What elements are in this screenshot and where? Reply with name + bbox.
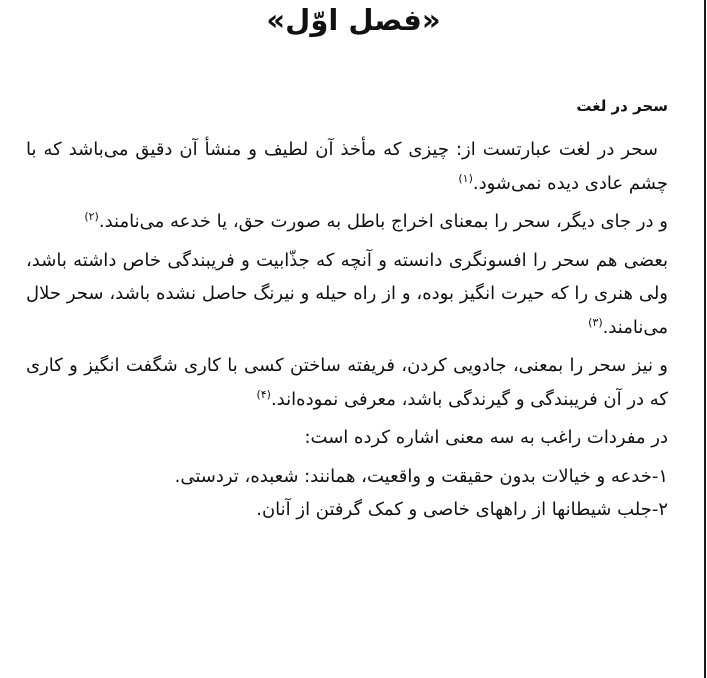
footnote-ref-2: (۲) — [84, 210, 99, 223]
paragraph-1-text: سحر در لغت عبارتست از: چیزی که مأخذ آن لطیف و منشأ آن دقیق می‌باشد که با چشم عادی دیده نمی‌شود. — [26, 139, 668, 194]
paragraph-3 — [26, 244, 668, 345]
list-item-1: ۱-خدعه و خیالات بدون حقیقت و واقعیت، همانند: شعبده، تردستی. — [174, 465, 668, 487]
chapter-title: «فصل اوّل» — [266, 3, 441, 37]
paragraph-4-text: و نیز سحر را بمعنی، جادویی کردن، فریفته ساختن کسی با کاری شگفت انگیز و کاری که در آن فریبندگی و گیرندگی باشد، معرفی نموده‌اند. — [26, 355, 668, 410]
paragraph-3-text: بعضی هم سحر را افسونگری دانسته و آنچه که جذّابیت و فریبندگی خاص داشته باشد، ولی هنری را که حیرت انگیز بوده، و از راه حیله و نیرنگ حاصل نشده باشد، سحر حلال می‌نامند. — [26, 249, 668, 338]
meanings-list — [26, 460, 668, 527]
footnote-ref-1: (۱) — [458, 171, 473, 185]
list-item-2: ۲-جلب شیطانها از راههای خاصی و کمک گرفتن از آنان. — [256, 499, 668, 520]
paragraph-2-text: و در جای دیگر، سحر را بمعنای اخراج باطل به صورت حق، یا خدعه می‌نامند. — [98, 211, 668, 232]
paragraph-2 — [26, 205, 668, 239]
footnote-ref-3: (۳) — [588, 315, 603, 329]
paragraph-4 — [26, 349, 668, 416]
page-edge-line — [704, 0, 706, 678]
section-heading: سحر در لغت — [576, 97, 668, 115]
intro-line: در مفردات راغب به سه معنی اشاره کرده است: — [304, 427, 668, 448]
body-text — [26, 133, 668, 527]
footnote-ref-4: (۴) — [256, 387, 271, 401]
paragraph-1 — [26, 133, 668, 200]
